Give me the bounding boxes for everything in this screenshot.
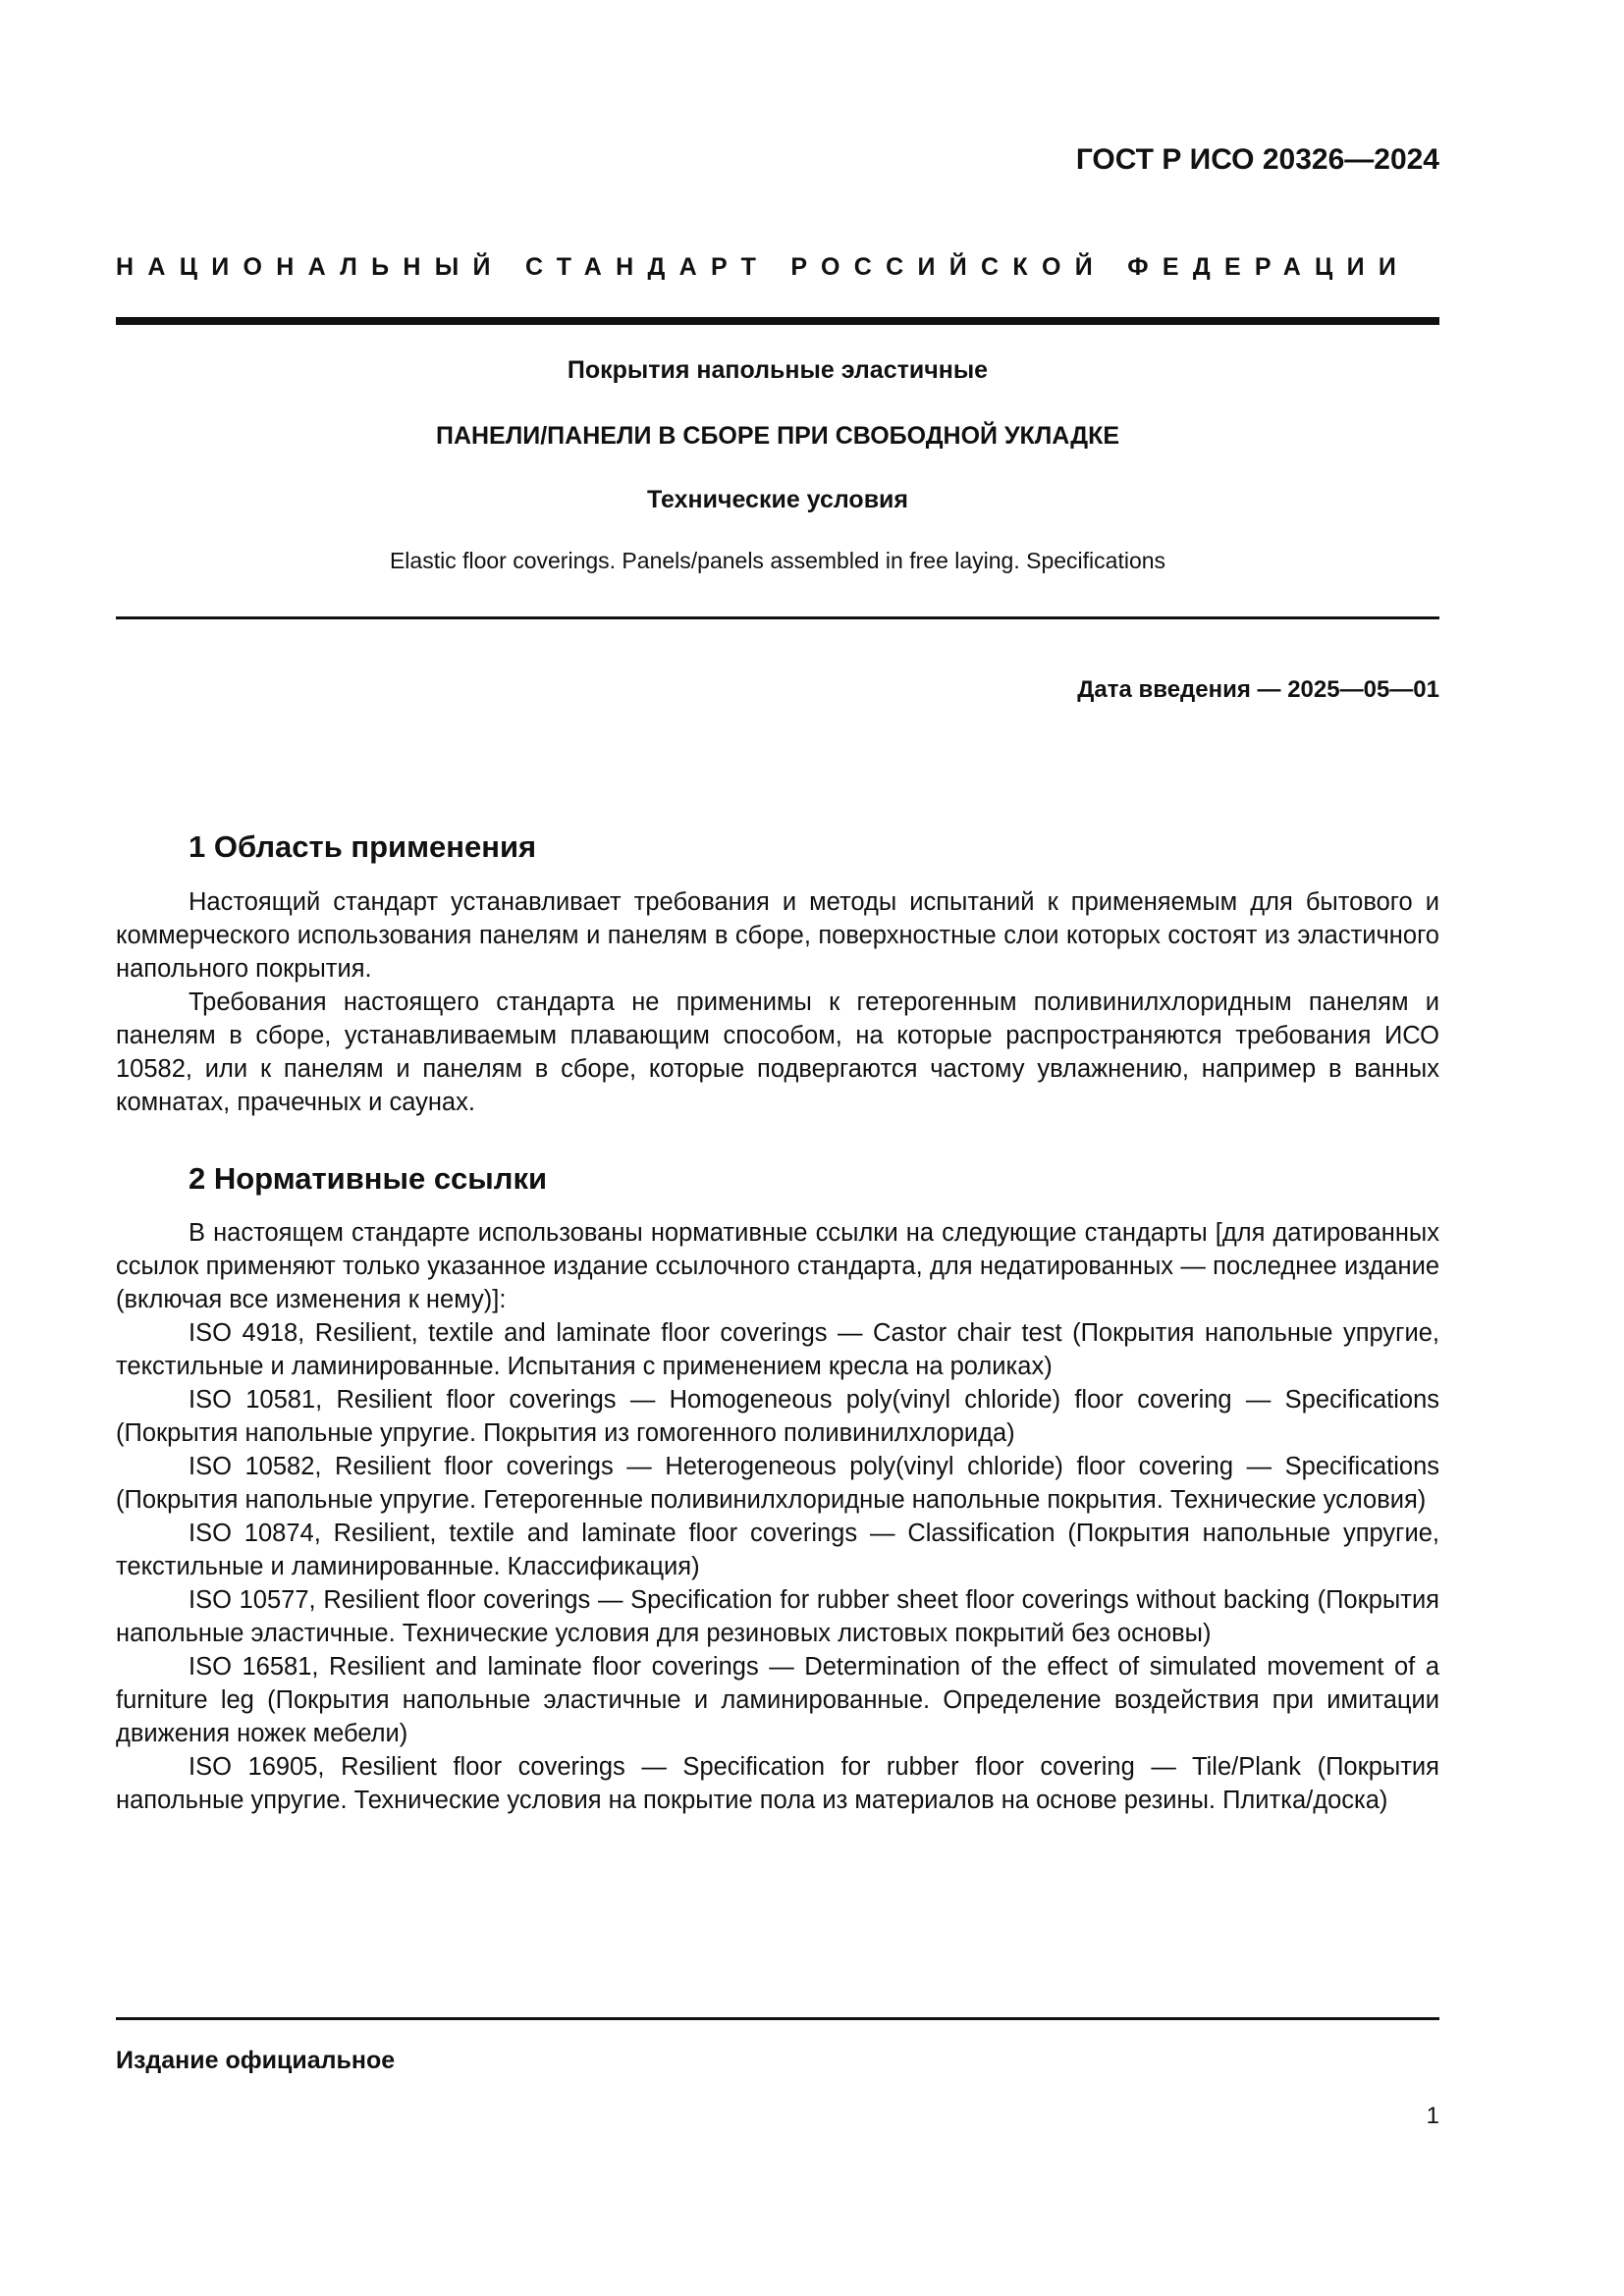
reference-item: ISO 10874, Resilient, textile and laminate floor coverings — Classification (Покрытия напольные упругие, текстильные и ламинированные. Классификация) xyxy=(116,1520,1439,1580)
national-standard-banner: НАЦИОНАЛЬНЫЙ СТАНДАРТ РОССИЙСКОЙ ФЕДЕРАЦИИ xyxy=(116,253,1411,281)
section-body-normative-references xyxy=(116,1216,1439,1817)
title-english: Elastic floor coverings. Panels/panels assembled in free laying. Specifications xyxy=(389,548,1166,573)
reference-item: ISO 10582, Resilient floor coverings — Heterogeneous poly(vinyl chloride) floor covering — Specifications (Покрытия напольные упругие. Гетерогенные поливинилхлоридные напольные покрытия. Технические условия) xyxy=(116,1453,1439,1514)
title-sub: Технические условия xyxy=(646,486,909,513)
reference-item: ISO 4918, Resilient, textile and laminate floor coverings — Castor chair test (Покрытия напольные упругие, текстильные и ламинированные. Испытания с применением кресла на роликах) xyxy=(116,1319,1439,1380)
intro-date: Дата введения — 2025—05—01 xyxy=(1077,676,1439,703)
document-page xyxy=(116,0,1439,2296)
paragraph: Настоящий стандарт устанавливает требования и методы испытаний к применяемым для бытового и коммерческого использования панелям и панелям в сборе, поверхностные слои которых состоят из эластичного напольного покрытия. xyxy=(116,888,1439,983)
section-heading-normative-references: 2 Нормативные ссылки xyxy=(189,1161,548,1196)
footer-divider xyxy=(116,2017,1439,2020)
paragraph: Требования настоящего стандарта не применимы к гетерогенным поливинилхлоридным панелям и панелям в сборе, устанавливаемым плавающим способом, на которые распространяются требования ИСО 10582, или к панелям и панелям в сборе, которые подвергаются частому увлажнению, например в ванных комнатах, прачечных и саунах. xyxy=(116,988,1439,1116)
paragraph: В настоящем стандарте использованы нормативные ссылки на следующие стандарты [для датированных ссылок применяют только указанное издание ссылочного стандарта, для недатированных — последнее издание (включая все изменения к нему)]: xyxy=(116,1219,1439,1313)
page-number: 1 xyxy=(1426,2103,1439,2129)
title-group: Покрытия напольные эластичные xyxy=(567,356,989,384)
title-main: ПАНЕЛИ/ПАНЕЛИ В СБОРЕ ПРИ СВОБОДНОЙ УКЛАДКЕ xyxy=(435,422,1120,450)
reference-item: ISO 16581, Resilient and laminate floor coverings — Determination of the effect of simulated movement of a furniture leg (Покрытия напольные эластичные и ламинированные. Определение воздействия при имитации движения ножек мебели) xyxy=(116,1653,1439,1747)
reference-item: ISO 16905, Resilient floor coverings — Specification for rubber floor covering — Tile/Plank (Покрытия напольные упругие. Технические условия на покрытие пола из материалов на основе резины. Плитка/доска) xyxy=(116,1753,1439,1814)
title-divider xyxy=(116,616,1439,619)
reference-item: ISO 10581, Resilient floor coverings — Homogeneous poly(vinyl chloride) floor covering — Specifications (Покрытия напольные упругие. Покрытия из гомогенного поливинилхлорида) xyxy=(116,1386,1439,1447)
section-heading-scope: 1 Область применения xyxy=(189,829,537,864)
official-edition-label: Издание официальное xyxy=(116,2047,396,2074)
section-body-scope xyxy=(116,885,1439,1119)
standard-number: ГОСТ Р ИСО 20326—2024 xyxy=(1075,143,1439,176)
reference-item: ISO 10577, Resilient floor coverings — Specification for rubber sheet floor coverings without backing (Покрытия напольные эластичные. Технические условия для резиновых листовых покрытий без основы) xyxy=(116,1586,1439,1647)
header-divider xyxy=(116,317,1439,325)
